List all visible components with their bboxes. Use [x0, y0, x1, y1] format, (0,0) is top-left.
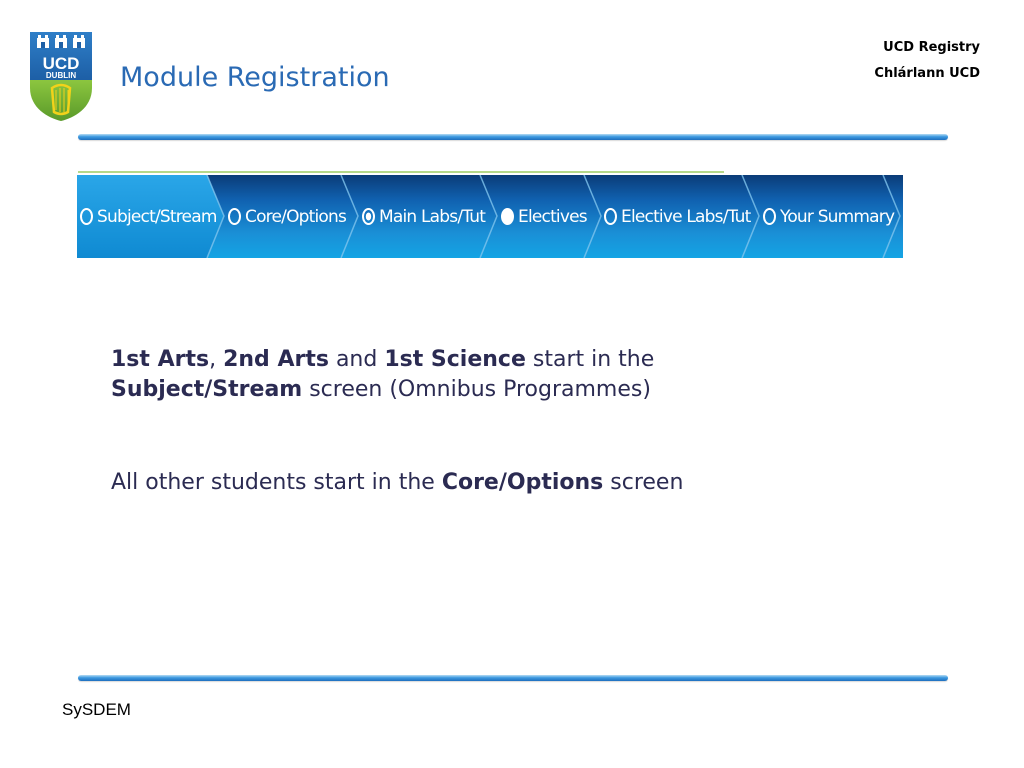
emphasis-1st-arts: 1st Arts — [111, 347, 210, 372]
ucd-logo-icon — [28, 28, 94, 122]
radio-unselected-icon — [80, 208, 93, 225]
nav-step-label: Core/Options — [245, 206, 347, 227]
body-paragraph-1 — [111, 345, 871, 405]
body-paragraph-2 — [111, 468, 683, 498]
footer-label: SySDEM — [62, 700, 131, 719]
nav-step-label: Subject/Stream — [97, 206, 217, 227]
registration-step-nav — [77, 175, 903, 258]
nav-step-subject-stream[interactable] — [80, 175, 217, 258]
text-fragment: start in the — [525, 347, 655, 372]
org-name-irish: Chlárlann UCD — [874, 66, 980, 81]
svg-text:DUBLIN: DUBLIN — [45, 71, 77, 80]
text-fragment: All other students start in the — [111, 470, 442, 495]
green-divider — [78, 171, 724, 173]
bottom-divider — [78, 675, 948, 681]
radio-dot-icon — [362, 208, 375, 225]
nav-step-main-labs-tut[interactable] — [362, 175, 485, 258]
text-fragment: , — [209, 347, 224, 372]
nav-step-label: Electives — [518, 206, 587, 227]
top-divider — [78, 134, 948, 140]
nav-step-label: Your Summary — [780, 206, 895, 227]
page-title: Module Registration — [120, 62, 390, 93]
nav-step-elective-labs-tut[interactable] — [604, 175, 751, 258]
radio-unselected-icon — [228, 208, 241, 225]
emphasis-core-options: Core/Options — [441, 470, 604, 495]
nav-step-electives[interactable] — [501, 175, 587, 258]
emphasis-subject-stream: Subject/Stream — [111, 377, 303, 402]
emphasis-2nd-arts: 2nd Arts — [223, 347, 329, 372]
nav-step-label: Elective Labs/Tut — [621, 206, 751, 227]
text-fragment: and — [328, 347, 385, 372]
nav-step-core-options[interactable] — [228, 175, 346, 258]
radio-unselected-icon — [604, 208, 617, 225]
text-fragment: screen (Omnibus Programmes) — [302, 377, 651, 402]
emphasis-1st-science: 1st Science — [384, 347, 526, 372]
radio-filled-icon — [501, 208, 514, 225]
text-fragment: screen — [603, 470, 684, 495]
org-name-english: UCD Registry — [883, 40, 980, 55]
nav-step-your-summary[interactable] — [763, 175, 894, 258]
nav-step-label: Main Labs/Tut — [379, 206, 486, 227]
svg-text:UCD: UCD — [42, 54, 80, 73]
radio-unselected-icon — [763, 208, 776, 225]
